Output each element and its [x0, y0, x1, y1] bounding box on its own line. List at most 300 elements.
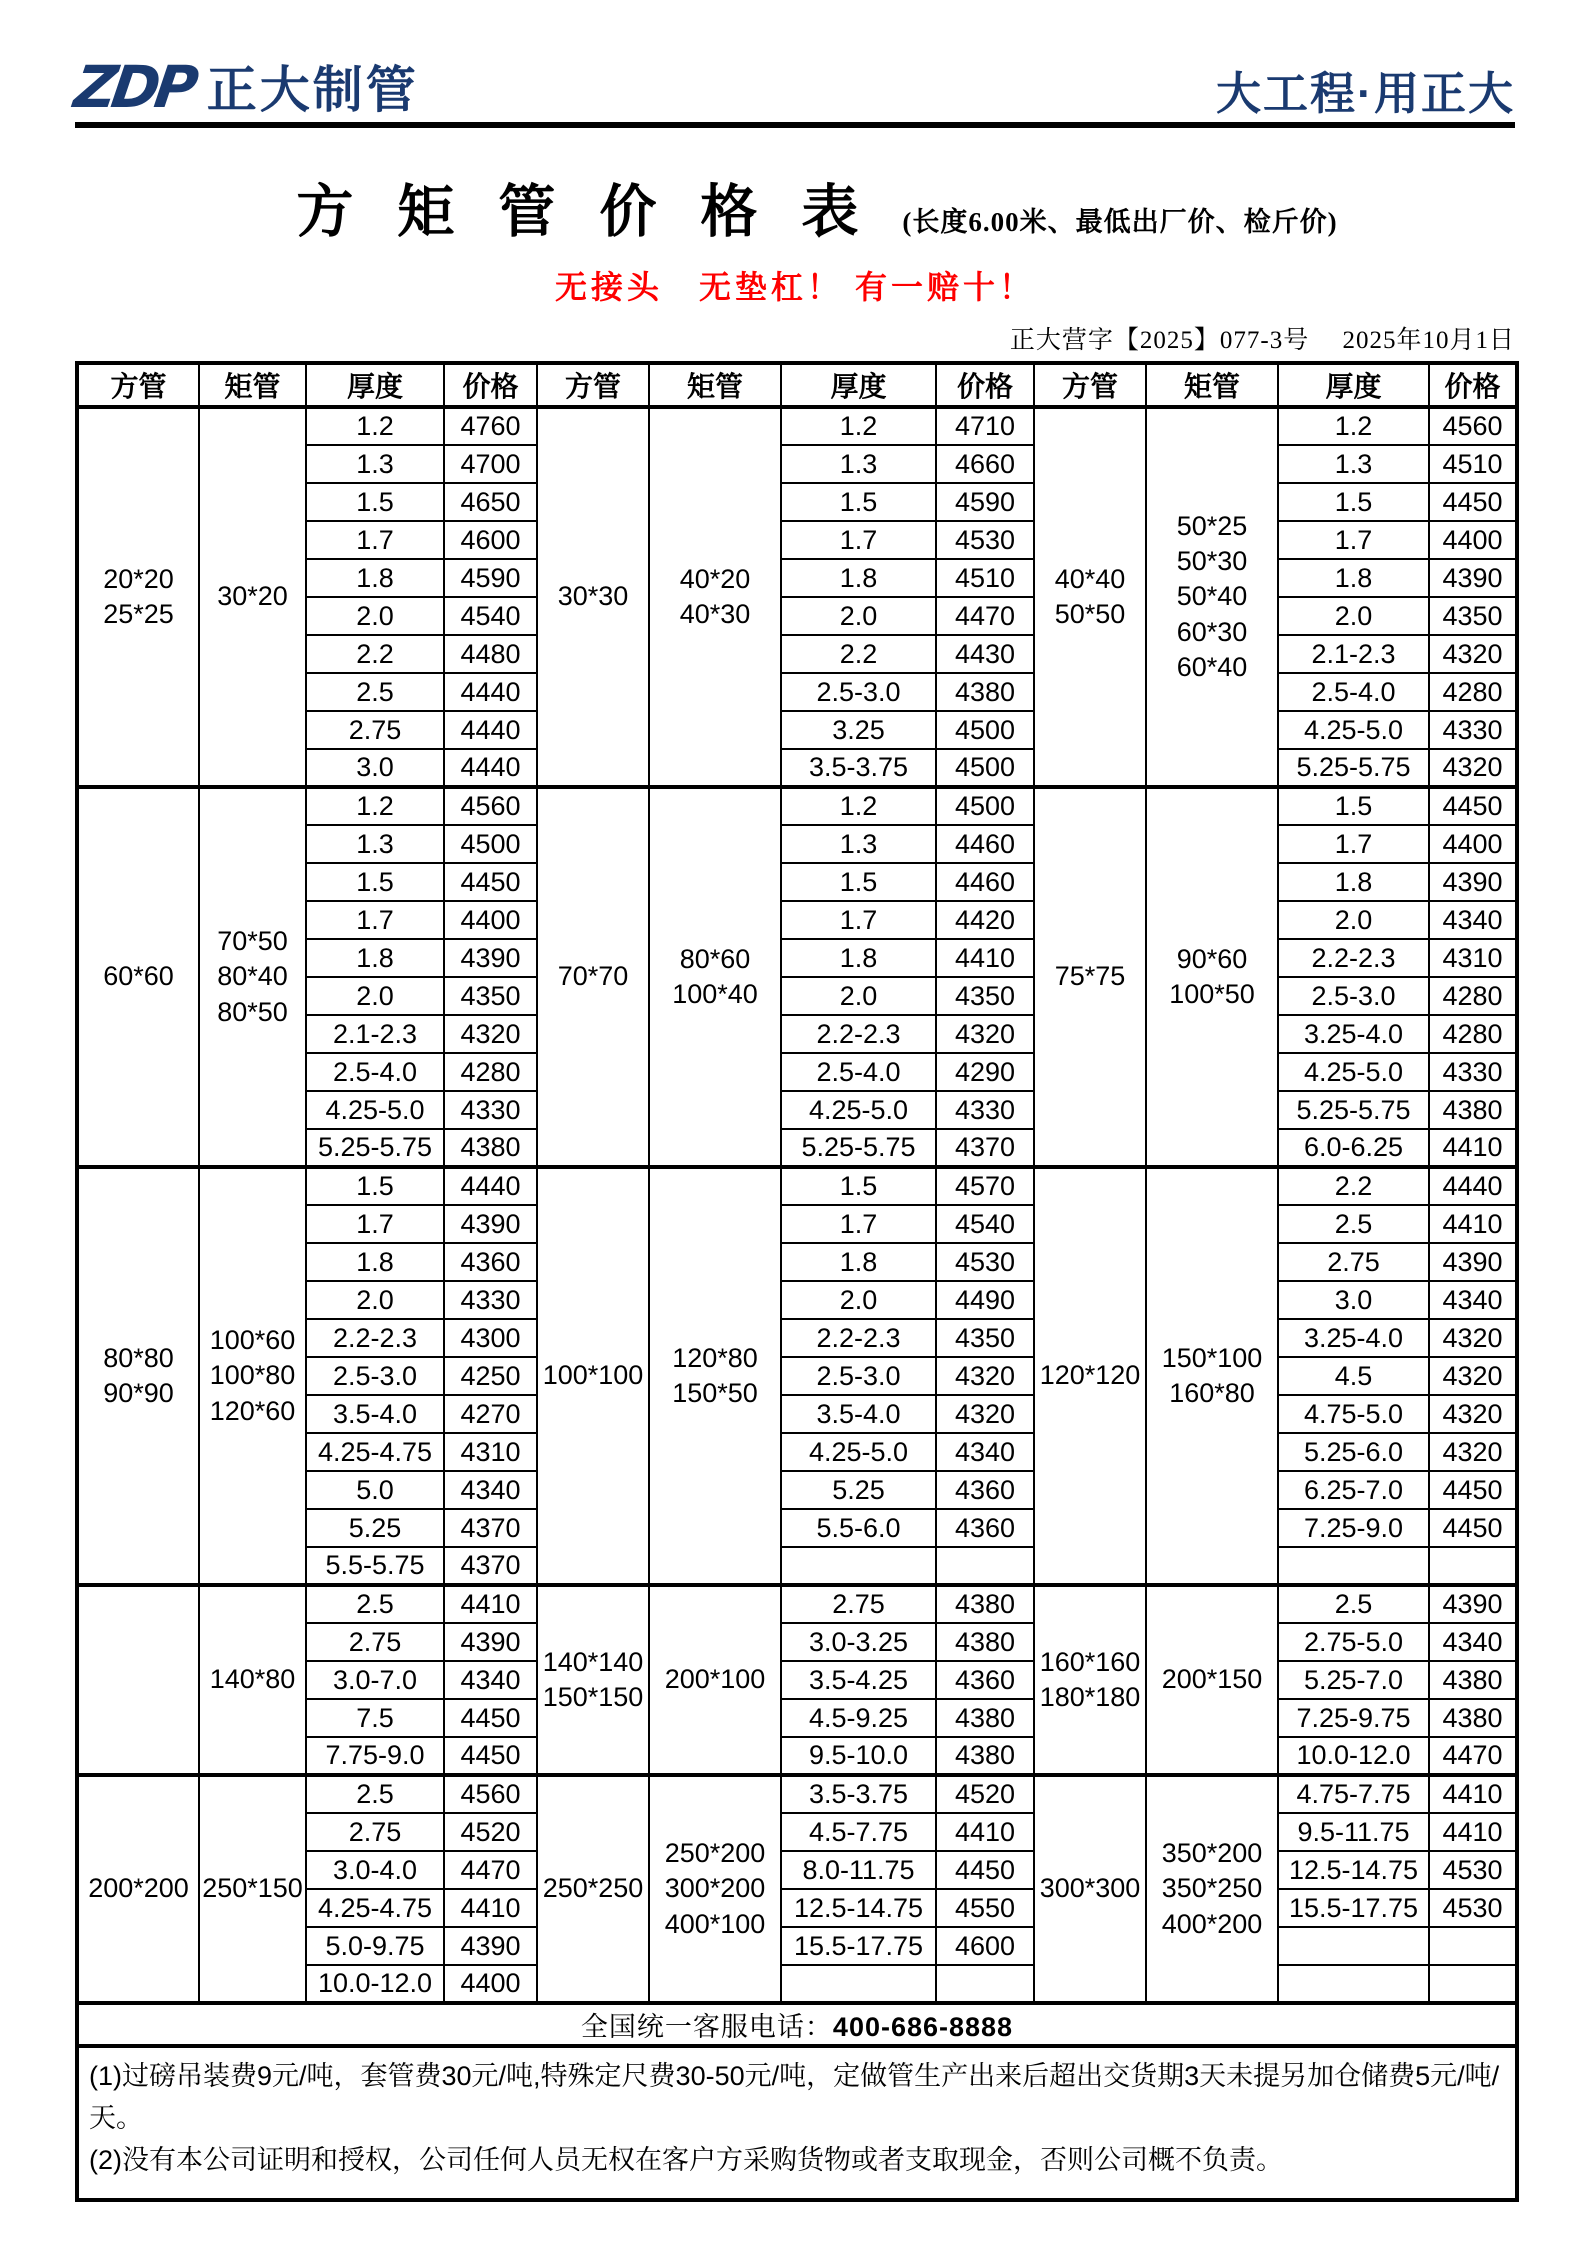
rect-pipe-size: 200*100: [649, 1585, 781, 1775]
thickness-cell: 1.5: [781, 1167, 936, 1205]
thickness-cell: 1.2: [781, 787, 936, 825]
thickness-cell: 12.5-14.75: [781, 1889, 936, 1927]
price-cell: 4380: [936, 1699, 1034, 1737]
col-header: 价格: [936, 363, 1034, 407]
price-cell: 4340: [1429, 1623, 1517, 1661]
price-cell: 4540: [444, 597, 537, 635]
price-cell: 4530: [1429, 1851, 1517, 1889]
thickness-cell: 1.3: [306, 445, 444, 483]
thickness-cell: [781, 1965, 936, 2003]
thickness-cell: 1.8: [781, 559, 936, 597]
square-pipe-size: 140*140 150*150: [537, 1585, 649, 1775]
price-cell: 4560: [1429, 407, 1517, 445]
price-cell: 4400: [444, 901, 537, 939]
price-cell: 4470: [1429, 1737, 1517, 1775]
thickness-cell: 5.25-5.75: [781, 1129, 936, 1167]
service-phone-number: 400-686-8888: [832, 2012, 1014, 2042]
thickness-cell: 7.75-9.0: [306, 1737, 444, 1775]
rect-pipe-size: 80*60 100*40: [649, 787, 781, 1167]
rect-pipe-size: 30*20: [199, 407, 306, 787]
thickness-cell: 2.75: [306, 1623, 444, 1661]
price-cell: 4330: [444, 1281, 537, 1319]
thickness-cell: 1.5: [306, 483, 444, 521]
thickness-cell: 3.5-3.75: [781, 749, 936, 787]
thickness-cell: 1.3: [306, 825, 444, 863]
price-cell: 4350: [936, 977, 1034, 1015]
brand-bar: [70, 53, 1515, 128]
doc-number-date: 正大营字【2025】077-3号 2025年10月1日: [1009, 327, 1515, 354]
rect-pipe-size: 150*100 160*80: [1146, 1167, 1278, 1585]
thickness-cell: 7.5: [306, 1699, 444, 1737]
price-cell: 4340: [1429, 1281, 1517, 1319]
thickness-cell: 2.5: [306, 1775, 444, 1813]
price-cell: 4450: [1429, 787, 1517, 825]
thickness-cell: 2.0: [306, 597, 444, 635]
price-cell: 4710: [936, 407, 1034, 445]
price-cell: 4320: [1429, 1319, 1517, 1357]
thickness-cell: 2.2-2.3: [1278, 939, 1429, 977]
price-cell: 4320: [444, 1015, 537, 1053]
square-pipe-size: 80*80 90*90: [77, 1167, 199, 1585]
thickness-cell: 2.2-2.3: [781, 1319, 936, 1357]
rect-pipe-size: 70*50 80*40 80*50: [199, 787, 306, 1167]
thickness-cell: 1.3: [1278, 445, 1429, 483]
thickness-cell: 1.8: [781, 939, 936, 977]
price-cell: 4370: [444, 1509, 537, 1547]
thickness-cell: 1.8: [306, 559, 444, 597]
company-logo: [70, 53, 419, 121]
price-cell: 4350: [936, 1319, 1034, 1357]
price-cell: 4360: [444, 1243, 537, 1281]
thickness-cell: 2.5-3.0: [306, 1357, 444, 1395]
thickness-cell: 3.25-4.0: [1278, 1015, 1429, 1053]
thickness-cell: 5.0: [306, 1471, 444, 1509]
price-cell: 4440: [444, 749, 537, 787]
price-cell: 4390: [1429, 1243, 1517, 1281]
thickness-cell: 1.5: [1278, 787, 1429, 825]
price-cell: 4570: [936, 1167, 1034, 1205]
thickness-cell: 2.5-4.0: [306, 1053, 444, 1091]
price-cell: 4560: [444, 787, 537, 825]
thickness-cell: [781, 1547, 936, 1585]
title-line: [75, 166, 1515, 248]
thickness-cell: 2.5-4.0: [1278, 673, 1429, 711]
price-cell: 4380: [1429, 1699, 1517, 1737]
thickness-cell: 9.5-10.0: [781, 1737, 936, 1775]
price-cell: 4280: [1429, 977, 1517, 1015]
thickness-cell: 2.5-4.0: [781, 1053, 936, 1091]
rect-pipe-size: 250*150: [199, 1775, 306, 2003]
thickness-cell: 2.0: [1278, 597, 1429, 635]
thickness-cell: 1.7: [306, 521, 444, 559]
service-row: [77, 2003, 1517, 2046]
price-cell: 4360: [936, 1661, 1034, 1699]
thickness-cell: 1.3: [781, 825, 936, 863]
price-cell: [1429, 1927, 1517, 1965]
price-cell: 4450: [444, 1699, 537, 1737]
price-cell: 4340: [444, 1471, 537, 1509]
thickness-cell: 1.7: [781, 521, 936, 559]
thickness-cell: 2.75: [306, 1813, 444, 1851]
price-cell: 4330: [936, 1091, 1034, 1129]
price-cell: 4600: [444, 521, 537, 559]
thickness-cell: 4.25-5.0: [1278, 711, 1429, 749]
thickness-cell: 4.75-5.0: [1278, 1395, 1429, 1433]
price-cell: 4380: [936, 1585, 1034, 1623]
thickness-cell: 1.2: [781, 407, 936, 445]
square-pipe-size: 30*30: [537, 407, 649, 787]
thickness-cell: 4.5-7.75: [781, 1813, 936, 1851]
price-cell: 4360: [936, 1471, 1034, 1509]
notes-row: [77, 2046, 1517, 2200]
thickness-cell: 4.25-5.0: [781, 1433, 936, 1471]
price-cell: 4480: [444, 635, 537, 673]
thickness-cell: 4.25-4.75: [306, 1433, 444, 1471]
price-cell: 4660: [936, 445, 1034, 483]
price-cell: 4530: [936, 1243, 1034, 1281]
price-cell: 4400: [1429, 521, 1517, 559]
thickness-cell: 2.2-2.3: [306, 1319, 444, 1357]
thickness-cell: 3.0-4.0: [306, 1851, 444, 1889]
price-cell: 4380: [936, 1623, 1034, 1661]
thickness-cell: 2.5-3.0: [781, 1357, 936, 1395]
price-cell: 4440: [1429, 1167, 1517, 1205]
price-cell: 4520: [936, 1775, 1034, 1813]
table-row: [77, 787, 1517, 825]
price-cell: 4320: [1429, 1395, 1517, 1433]
price-cell: 4510: [936, 559, 1034, 597]
thickness-cell: 2.1-2.3: [306, 1015, 444, 1053]
price-cell: 4380: [1429, 1091, 1517, 1129]
price-cell: 4440: [444, 711, 537, 749]
col-header: 矩管: [199, 363, 306, 407]
price-cell: 4340: [1429, 901, 1517, 939]
price-cell: 4280: [1429, 673, 1517, 711]
price-cell: 4550: [936, 1889, 1034, 1927]
price-cell: 4400: [1429, 825, 1517, 863]
square-pipe-size: 20*20 25*25: [77, 407, 199, 787]
price-cell: 4380: [1429, 1661, 1517, 1699]
thickness-cell: 6.25-7.0: [1278, 1471, 1429, 1509]
thickness-cell: 2.5-3.0: [1278, 977, 1429, 1015]
thickness-cell: 1.7: [306, 1205, 444, 1243]
thickness-cell: 5.0-9.75: [306, 1927, 444, 1965]
thickness-cell: 1.7: [1278, 825, 1429, 863]
thickness-cell: 2.1-2.3: [1278, 635, 1429, 673]
thickness-cell: 3.0-3.25: [781, 1623, 936, 1661]
price-table: [75, 361, 1519, 2202]
price-cell: 4320: [1429, 1433, 1517, 1471]
thickness-cell: 8.0-11.75: [781, 1851, 936, 1889]
price-cell: 4330: [1429, 1053, 1517, 1091]
rect-pipe-size: 140*80: [199, 1585, 306, 1775]
price-cell: [1429, 1547, 1517, 1585]
price-cell: 4330: [1429, 711, 1517, 749]
square-pipe-size: 120*120: [1034, 1167, 1146, 1585]
square-pipe-size: 40*40 50*50: [1034, 407, 1146, 787]
thickness-cell: 5.5-5.75: [306, 1547, 444, 1585]
thickness-cell: 2.0: [306, 1281, 444, 1319]
price-cell: 4450: [444, 863, 537, 901]
thickness-cell: [1278, 1965, 1429, 2003]
price-cell: 4530: [1429, 1889, 1517, 1927]
note-1: (1)过磅吊装费9元/吨，套管费30元/吨,特殊定尺费30-50元/吨，定做管生产出来后超出交货期3天未提另加仓储费5元/吨/天。: [89, 2061, 1500, 2133]
rect-pipe-size: 350*200 350*250 400*200: [1146, 1775, 1278, 2003]
thickness-cell: 1.2: [306, 407, 444, 445]
price-cell: 4310: [1429, 939, 1517, 977]
price-cell: 4470: [444, 1851, 537, 1889]
price-cell: [936, 1547, 1034, 1585]
price-cell: 4250: [444, 1357, 537, 1395]
thickness-cell: 1.7: [1278, 521, 1429, 559]
rect-pipe-size: 250*200 300*200 400*100: [649, 1775, 781, 2003]
square-pipe-size: 250*250: [537, 1775, 649, 2003]
rect-pipe-size: 50*25 50*30 50*40 60*30 60*40: [1146, 407, 1278, 787]
price-cell: 4390: [444, 1623, 537, 1661]
price-cell: 4530: [936, 521, 1034, 559]
square-pipe-size: 160*160 180*180: [1034, 1585, 1146, 1775]
thickness-cell: 5.5-6.0: [781, 1509, 936, 1547]
price-cell: 4450: [1429, 1509, 1517, 1547]
thickness-cell: 2.75-5.0: [1278, 1623, 1429, 1661]
price-cell: 4300: [444, 1319, 537, 1357]
price-cell: 4360: [936, 1509, 1034, 1547]
price-cell: 4540: [936, 1205, 1034, 1243]
square-pipe-size: 70*70: [537, 787, 649, 1167]
service-phone-label: 全国统一客服电话：: [580, 2012, 833, 2042]
thickness-cell: 2.0: [1278, 901, 1429, 939]
thickness-cell: 1.7: [781, 901, 936, 939]
price-cell: [1429, 1965, 1517, 2003]
thickness-cell: 1.5: [306, 1167, 444, 1205]
thickness-cell: 1.2: [1278, 407, 1429, 445]
thickness-cell: 5.25: [781, 1471, 936, 1509]
thickness-cell: 3.5-4.0: [306, 1395, 444, 1433]
thickness-cell: 3.0: [1278, 1281, 1429, 1319]
guarantee-slogan: 无接头 无垫杠！ 有一赔十！: [554, 269, 1035, 305]
thickness-cell: 1.8: [306, 939, 444, 977]
price-cell: 4450: [444, 1737, 537, 1775]
rect-pipe-size: 120*80 150*50: [649, 1167, 781, 1585]
price-cell: 4440: [444, 1167, 537, 1205]
thickness-cell: 5.25-5.75: [1278, 1091, 1429, 1129]
thickness-cell: 15.5-17.75: [781, 1927, 936, 1965]
thickness-cell: 2.2: [306, 635, 444, 673]
thickness-cell: [1278, 1927, 1429, 1965]
thickness-cell: 1.5: [306, 863, 444, 901]
thickness-cell: 2.75: [781, 1585, 936, 1623]
thickness-cell: 7.25-9.0: [1278, 1509, 1429, 1547]
price-cell: 4380: [444, 1129, 537, 1167]
price-cell: 4290: [936, 1053, 1034, 1091]
price-cell: 4330: [444, 1091, 537, 1129]
price-cell: 4500: [444, 825, 537, 863]
price-cell: 4390: [444, 939, 537, 977]
square-pipe-size: 60*60: [77, 787, 199, 1167]
thickness-cell: 3.5-4.25: [781, 1661, 936, 1699]
table-row: [77, 407, 1517, 445]
col-header: 方管: [77, 363, 199, 407]
thickness-cell: 4.5-9.25: [781, 1699, 936, 1737]
thickness-cell: 2.0: [781, 597, 936, 635]
price-cell: 4450: [1429, 1471, 1517, 1509]
thickness-cell: 1.7: [781, 1205, 936, 1243]
thickness-cell: 4.5: [1278, 1357, 1429, 1395]
square-pipe-size: 75*75: [1034, 787, 1146, 1167]
thickness-cell: 2.0: [781, 1281, 936, 1319]
price-cell: [936, 1965, 1034, 2003]
price-cell: 4460: [936, 825, 1034, 863]
thickness-cell: 6.0-6.25: [1278, 1129, 1429, 1167]
price-cell: 4470: [936, 597, 1034, 635]
price-cell: 4450: [936, 1851, 1034, 1889]
price-cell: 4380: [936, 1737, 1034, 1775]
price-cell: 4390: [444, 1927, 537, 1965]
thickness-cell: 2.5: [306, 1585, 444, 1623]
thickness-cell: 15.5-17.75: [1278, 1889, 1429, 1927]
thickness-cell: 5.25-5.75: [1278, 749, 1429, 787]
notes-cell: [77, 2046, 1517, 2200]
col-header: 价格: [1429, 363, 1517, 407]
price-cell: 4320: [936, 1395, 1034, 1433]
thickness-cell: 10.0-12.0: [1278, 1737, 1429, 1775]
title-note: (长度6.00米、最低出厂价、检斤价): [902, 207, 1338, 237]
rect-pipe-size: 40*20 40*30: [649, 407, 781, 787]
price-cell: 4410: [936, 939, 1034, 977]
thickness-cell: 3.25-4.0: [1278, 1319, 1429, 1357]
table-body: [77, 407, 1517, 2003]
thickness-cell: 5.25: [306, 1509, 444, 1547]
price-cell: 4320: [1429, 749, 1517, 787]
thickness-cell: 2.5-3.0: [781, 673, 936, 711]
thickness-cell: 4.25-4.75: [306, 1889, 444, 1927]
thickness-cell: 12.5-14.75: [1278, 1851, 1429, 1889]
square-pipe-size: 200*200: [77, 1775, 199, 2003]
price-cell: 4390: [1429, 1585, 1517, 1623]
price-cell: 4500: [936, 711, 1034, 749]
price-cell: 4450: [1429, 483, 1517, 521]
price-cell: 4320: [936, 1015, 1034, 1053]
price-cell: 4590: [444, 559, 537, 597]
thickness-cell: 2.5: [306, 673, 444, 711]
thickness-cell: 2.75: [1278, 1243, 1429, 1281]
thickness-cell: 4.25-5.0: [306, 1091, 444, 1129]
table-row: [77, 1167, 1517, 1205]
price-cell: 4500: [936, 749, 1034, 787]
zdp-logo-icon: ZDP: [70, 53, 198, 121]
thickness-cell: 1.7: [306, 901, 444, 939]
thickness-cell: 1.5: [781, 863, 936, 901]
thickness-cell: 4.25-5.0: [781, 1091, 936, 1129]
thickness-cell: 1.8: [1278, 559, 1429, 597]
col-header: 方管: [537, 363, 649, 407]
thickness-cell: 2.0: [306, 977, 444, 1015]
thickness-cell: 10.0-12.0: [306, 1965, 444, 2003]
price-cell: 4410: [936, 1813, 1034, 1851]
thickness-cell: [1278, 1547, 1429, 1585]
table-row: [77, 1585, 1517, 1623]
thickness-cell: 4.75-7.75: [1278, 1775, 1429, 1813]
col-header: 矩管: [1146, 363, 1278, 407]
price-cell: 4340: [936, 1433, 1034, 1471]
price-cell: 4410: [1429, 1129, 1517, 1167]
price-cell: 4600: [936, 1927, 1034, 1965]
price-cell: 4350: [1429, 597, 1517, 635]
square-pipe-size: [77, 1585, 199, 1775]
col-header: 厚度: [781, 363, 936, 407]
thickness-cell: 2.5: [1278, 1585, 1429, 1623]
thickness-cell: 4.25-5.0: [1278, 1053, 1429, 1091]
price-cell: 4410: [444, 1585, 537, 1623]
thickness-cell: 3.0-7.0: [306, 1661, 444, 1699]
price-cell: 4520: [444, 1813, 537, 1851]
thickness-cell: 1.8: [1278, 863, 1429, 901]
service-phone-cell: [77, 2003, 1517, 2046]
col-header: 厚度: [306, 363, 444, 407]
table-header: [77, 363, 1517, 407]
price-cell: 4560: [444, 1775, 537, 1813]
thickness-cell: 5.25-7.0: [1278, 1661, 1429, 1699]
price-cell: 4430: [936, 635, 1034, 673]
note-2: (2)没有本公司证明和授权，公司任何人员无权在客户方采购货物或者支取现金，否则公司概不负责。: [89, 2144, 1283, 2175]
price-cell: 4420: [936, 901, 1034, 939]
price-cell: 4510: [1429, 445, 1517, 483]
company-name: 正大制管: [206, 62, 419, 118]
price-cell: 4280: [1429, 1015, 1517, 1053]
price-cell: 4390: [444, 1205, 537, 1243]
price-cell: 4410: [1429, 1775, 1517, 1813]
price-cell: 4460: [936, 863, 1034, 901]
price-cell: 4310: [444, 1433, 537, 1471]
brand-slogan: 大工程·用正大: [1216, 68, 1515, 119]
price-cell: 4340: [444, 1661, 537, 1699]
thickness-cell: 7.25-9.75: [1278, 1699, 1429, 1737]
thickness-cell: 1.3: [781, 445, 936, 483]
page-title: 方矩管价格表: [296, 181, 903, 244]
col-header: 方管: [1034, 363, 1146, 407]
price-cell: 4320: [1429, 1357, 1517, 1395]
price-cell: 4370: [444, 1547, 537, 1585]
thickness-cell: 5.25-5.75: [306, 1129, 444, 1167]
table-row: [77, 1775, 1517, 1813]
thickness-cell: 2.2-2.3: [781, 1015, 936, 1053]
thickness-cell: 9.5-11.75: [1278, 1813, 1429, 1851]
price-cell: 4270: [444, 1395, 537, 1433]
rect-pipe-size: 100*60 100*80 120*60: [199, 1167, 306, 1585]
col-header: 矩管: [649, 363, 781, 407]
price-cell: 4400: [444, 1965, 537, 2003]
price-cell: 4760: [444, 407, 537, 445]
price-cell: 4380: [936, 673, 1034, 711]
thickness-cell: 2.0: [781, 977, 936, 1015]
thickness-cell: 1.5: [781, 483, 936, 521]
price-cell: 4410: [444, 1889, 537, 1927]
table-footer: [77, 2003, 1517, 2200]
header-row: [77, 363, 1517, 407]
square-pipe-size: 300*300: [1034, 1775, 1146, 2003]
thickness-cell: 3.25: [781, 711, 936, 749]
thickness-cell: 3.0: [306, 749, 444, 787]
price-cell: 4390: [1429, 863, 1517, 901]
thickness-cell: 2.5: [1278, 1205, 1429, 1243]
price-cell: 4390: [1429, 559, 1517, 597]
thickness-cell: 2.75: [306, 711, 444, 749]
thickness-cell: 1.8: [306, 1243, 444, 1281]
thickness-cell: 1.2: [306, 787, 444, 825]
thickness-cell: 1.8: [781, 1243, 936, 1281]
price-cell: 4370: [936, 1129, 1034, 1167]
price-cell: 4320: [936, 1357, 1034, 1395]
